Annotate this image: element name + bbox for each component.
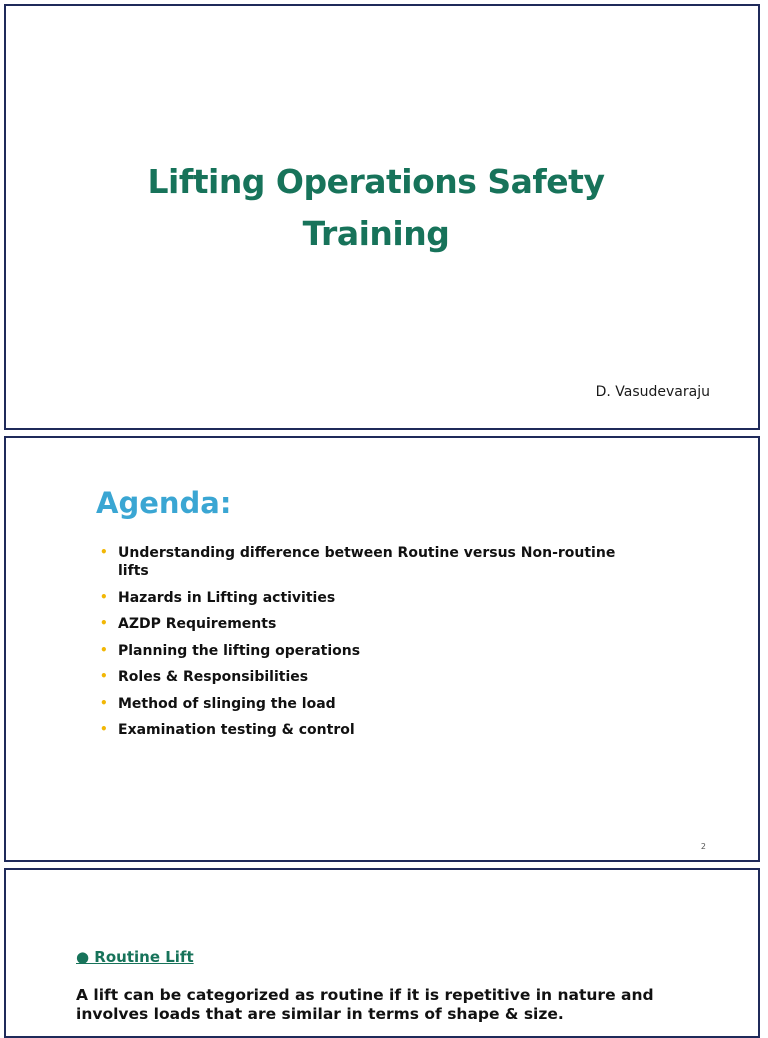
agenda-title: Agenda:: [96, 486, 232, 520]
agenda-item-text: Roles & Responsibilities: [118, 669, 309, 685]
agenda-item-text: AZDP Requirements: [118, 616, 277, 632]
agenda-slide: [4, 436, 760, 862]
agenda-list: [98, 544, 618, 748]
routine-lift-slide: [4, 868, 760, 1038]
title-line-1: Lifting Operations Safety: [147, 162, 605, 201]
agenda-item-text: Hazards in Lifting activities: [118, 589, 336, 606]
title-line-2: Training: [302, 214, 450, 253]
bullet-icon: •: [100, 695, 108, 710]
page-number: 2: [700, 842, 706, 851]
bullet-icon: •: [100, 616, 108, 630]
routine-lift-description: A lift can be categorized as routine if it is repetitive in nature and involves loads that are similar in terms of shape & size.: [76, 986, 654, 1023]
author-name: D. Vasudevaraju: [595, 384, 710, 400]
agenda-item: [98, 544, 618, 580]
agenda-item: [98, 668, 618, 686]
title-slide: [4, 4, 760, 430]
bullet-icon: •: [100, 545, 108, 559]
agenda-item: [98, 642, 618, 660]
presentation-title: [6, 156, 746, 260]
agenda-item: [98, 615, 618, 633]
agenda-item: [98, 589, 618, 607]
agenda-item-text: Method of slinging the load: [118, 695, 336, 712]
agenda-item-text: Understanding difference between Routine versus Non-routine lifts: [118, 545, 616, 579]
agenda-item: [98, 695, 618, 713]
bullet-icon: •: [100, 722, 108, 736]
bullet-icon: •: [100, 669, 108, 683]
bullet-icon: •: [100, 642, 108, 657]
agenda-item-text: Examination testing & control: [118, 722, 355, 738]
routine-lift-heading: ● Routine Lift: [76, 948, 194, 966]
agenda-item: [98, 721, 618, 739]
agenda-item-text: Planning the lifting operations: [118, 642, 361, 659]
bullet-icon: •: [100, 589, 108, 604]
